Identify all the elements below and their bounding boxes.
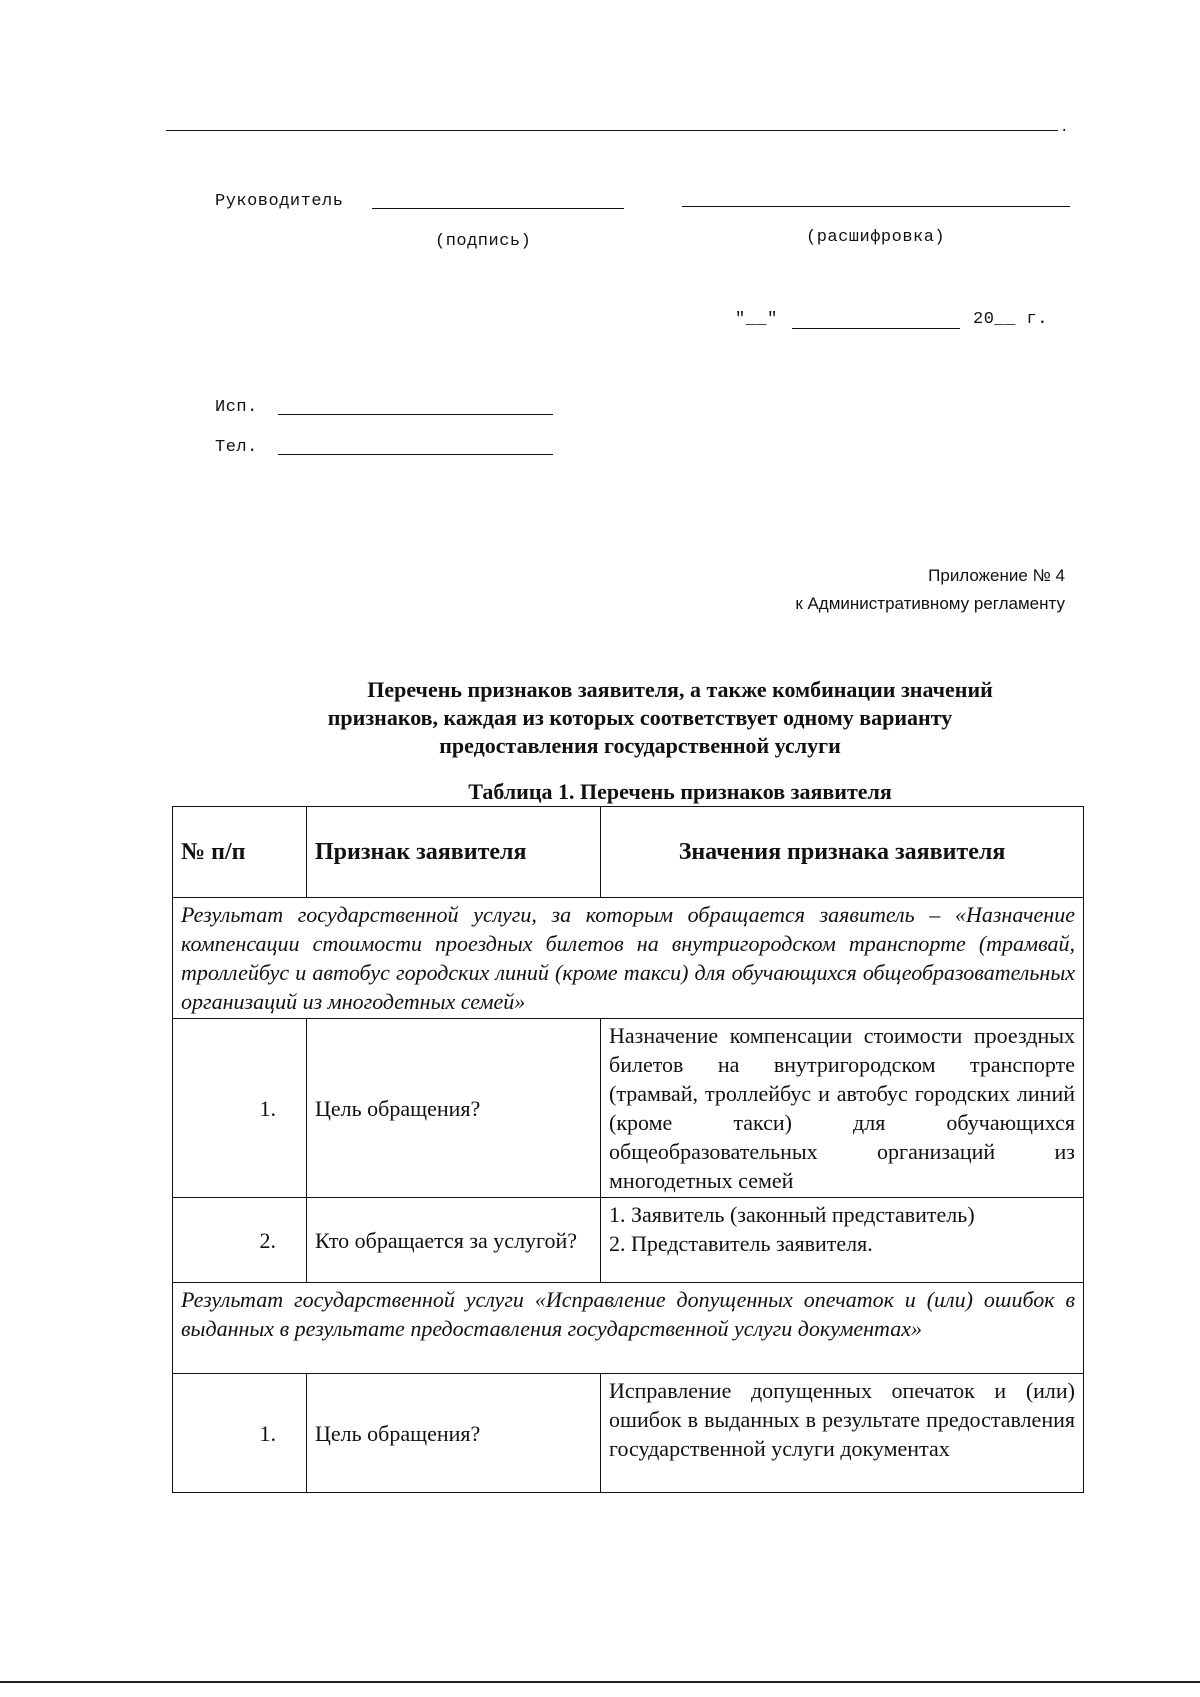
table-caption: Таблица 1. Перечень признаков заявителя xyxy=(468,779,892,804)
appendix-line2: к Административному регламенту xyxy=(795,594,1065,613)
title-line1: Перечень признаков заявителя, а также комбинации значений xyxy=(367,677,993,702)
applicant-attributes-table xyxy=(172,806,1084,1493)
tel-line xyxy=(278,454,553,455)
row-attr: Кто обращается за услугой? xyxy=(307,1198,601,1283)
scan-bottom-edge xyxy=(0,1681,1200,1683)
title-line2: признаков, каждая из которых соответствует одному варианту xyxy=(327,705,953,730)
signature-line xyxy=(372,208,624,209)
date-quote: "__" xyxy=(735,310,778,329)
row-value-item: 2. Представитель заявителя. xyxy=(609,1231,873,1256)
row-value xyxy=(601,1198,1084,1283)
document-title xyxy=(200,676,1080,760)
row-value: Назначение компенсации стоимости проездных билетов на внутригородском транспорте (трамвай, троллейбус и автобус городских линий (кроме такси) для обучающихся общеобразовательных организаций из многодетных семей xyxy=(601,1019,1084,1198)
section-heading: Результат государственной услуги «Исправление допущенных опечаток и (или) ошибок в выданных в результате предоставления государственной услуги документах» xyxy=(173,1283,1084,1374)
row-value-item: 1. Заявитель (законный представитель) xyxy=(609,1202,975,1227)
header-value: Значения признака заявителя xyxy=(601,807,1084,898)
rasshifrovka-label: (расшифровка) xyxy=(806,228,946,247)
tel-label: Тел. xyxy=(215,438,258,457)
appendix-block xyxy=(795,562,1065,618)
top-rule-dot: . xyxy=(1062,115,1067,135)
date-year: 20__ г. xyxy=(973,310,1048,329)
section-heading-row xyxy=(173,1283,1084,1374)
date-month-line xyxy=(792,328,960,329)
table-row xyxy=(173,1198,1084,1283)
top-rule xyxy=(166,130,1058,131)
row-attr: Цель обращения? xyxy=(307,1019,601,1198)
row-num: 1. xyxy=(173,1374,307,1493)
rukovoditel-label: Руководитель xyxy=(215,192,344,211)
podpis-label: (подпись) xyxy=(435,232,532,251)
table-row xyxy=(173,1019,1084,1198)
title-line3: предоставления государственной услуги xyxy=(439,733,841,758)
row-attr: Цель обращения? xyxy=(307,1374,601,1493)
decoding-line xyxy=(682,206,1070,207)
row-num: 1. xyxy=(173,1019,307,1198)
table-row xyxy=(173,1374,1084,1493)
header-attr: Признак заявителя xyxy=(307,807,601,898)
isp-label: Исп. xyxy=(215,398,258,417)
appendix-line1: Приложение № 4 xyxy=(928,566,1065,585)
section-heading-row xyxy=(173,898,1084,1019)
section-heading: Результат государственной услуги, за которым обращается заявитель – «Назначение компенсации стоимости проездных билетов на внутригородском транспорте (трамвай, троллейбус и автобус городских линий (кроме такси) для обучающихся общеобразовательных организаций из многодетных семей» xyxy=(173,898,1084,1019)
row-num: 2. xyxy=(173,1198,307,1283)
isp-line xyxy=(278,414,553,415)
table-header-row xyxy=(173,807,1084,898)
row-value: Исправление допущенных опечаток и (или) ошибок в выданных в результате предоставления государственной услуги документах xyxy=(601,1374,1084,1493)
header-num: № п/п xyxy=(173,807,307,898)
